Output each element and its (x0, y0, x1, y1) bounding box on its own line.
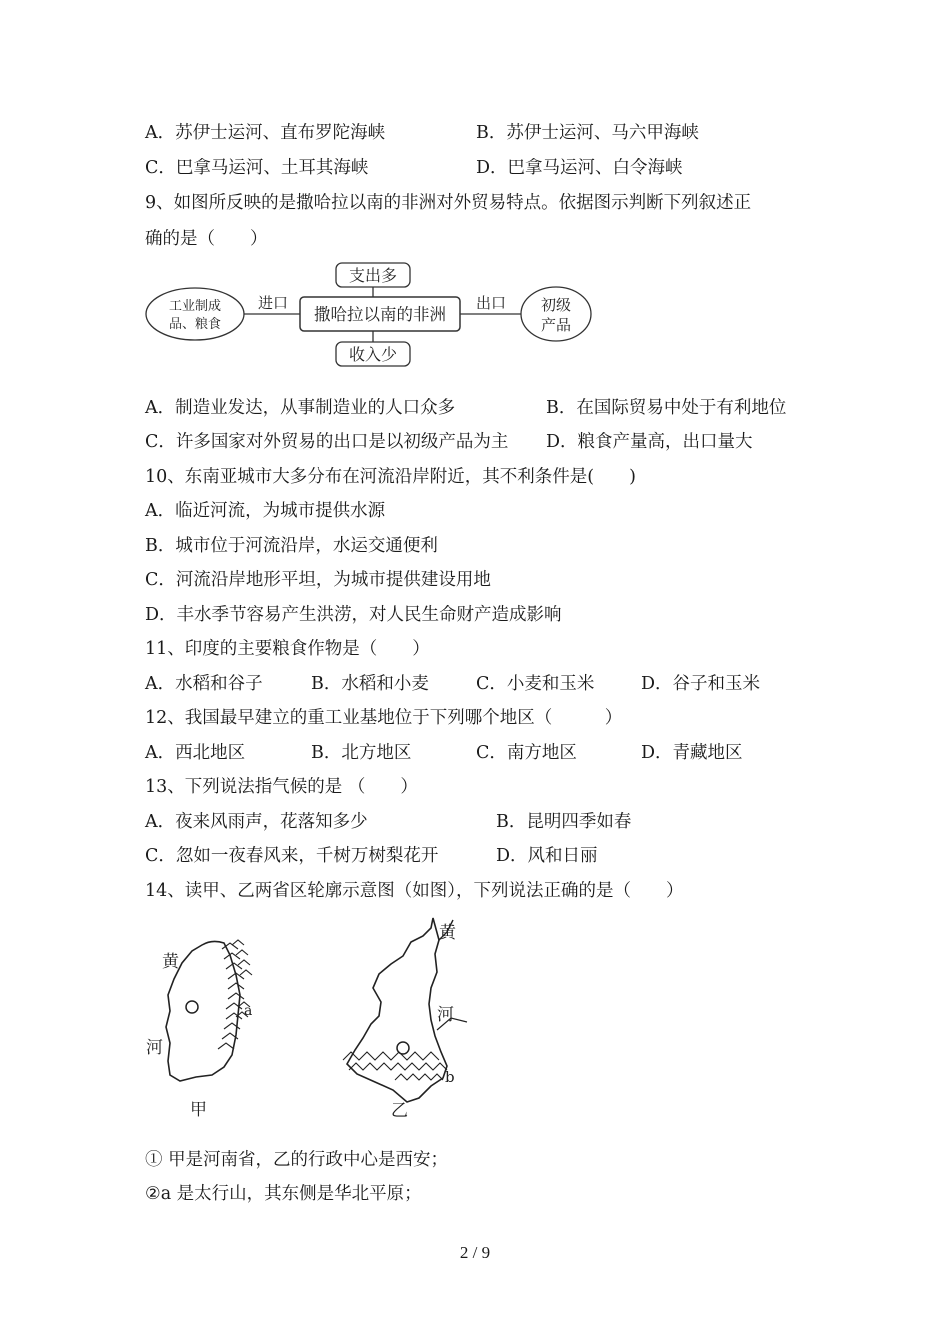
q9-option-c: C．许多国家对外贸易的出口是以初级产品为主 (145, 432, 509, 452)
diagram-left-ellipse (146, 288, 244, 340)
q10-option-d: D．丰水季节容易产生洪涝，对人民生命财产造成影响 (145, 605, 562, 625)
q12-stem: 12、我国最早建立的重工业基地位于下列哪个地区（ ） (145, 708, 623, 728)
q9-stem-line1: 9、如图所反映的是撒哈拉以南的非洲对外贸易特点。依据图示判断下列叙述正 (145, 193, 752, 213)
diagram-bottom-label: 收入少 (348, 345, 398, 364)
q12-option-a: A．西北地区 (145, 743, 246, 763)
map-yi-caption: 乙 (391, 1101, 408, 1121)
q13-option-c: C．忽如一夜春风来，千树万树梨花开 (145, 846, 439, 866)
diagram-center-label: 撒哈拉以南的非洲 (314, 305, 446, 324)
q9-option-d: D．粮食产量高，出口量大 (546, 432, 753, 452)
page-number: 2 / 9 (459, 1243, 491, 1262)
diagram-left-line2: 品、粮食 (168, 317, 222, 332)
map-yi-mountains (343, 1052, 447, 1080)
q8-option-a: A．苏伊士运河、直布罗陀海峡 (145, 123, 386, 143)
q14-stem: 14、读甲、乙两省区轮廓示意图（如图），下列说法正确的是（ ） (145, 881, 684, 901)
q11-option-c: C．小麦和玉米 (476, 674, 595, 694)
map-jia-river-char1: 黄 (162, 952, 179, 972)
map-yi-mountain-label: b (445, 1068, 455, 1086)
diagram-right-line1: 初级 (540, 296, 572, 314)
diagram-left-line1: 工业制成 (168, 299, 222, 314)
q14-statement-1: ① 甲是河南省，乙的行政中心是西安； (145, 1150, 449, 1170)
map-jia-capital (186, 1001, 198, 1013)
map-jia-river-char2: 河 (146, 1038, 163, 1058)
q9-stem-line2: 确的是（ ） (145, 229, 268, 249)
diagram-top-label: 支出多 (348, 266, 398, 285)
map-yi-river-char1: 黄 (439, 923, 456, 943)
q13-option-a: A．夜来风雨声，花落知多少 (145, 812, 368, 832)
map-yi-river-char2: 河 (437, 1005, 454, 1025)
map-jia (140, 915, 270, 1125)
q8-option-c: C．巴拿马运河、土耳其海峡 (145, 158, 369, 178)
q13-option-d: D．风和日丽 (496, 846, 598, 866)
q10-option-c: C．河流沿岸地形平坦，为城市提供建设用地 (145, 570, 491, 590)
q10-stem: 10、东南亚城市大多分布在河流沿岸附近，其不利条件是( ) (145, 467, 636, 487)
trade-diagram (143, 260, 603, 370)
map-jia-caption: 甲 (190, 1100, 207, 1120)
diagram-export-label: 出口 (475, 294, 507, 312)
q13-option-b: B．昆明四季如春 (496, 812, 632, 832)
q8-option-d: D．巴拿马运河、白令海峡 (476, 158, 683, 178)
diagram-import-label: 进口 (257, 294, 289, 312)
q14-statement-2: ②a 是太行山，其东侧是华北平原； (145, 1184, 422, 1204)
q9-option-a: A．制造业发达，从事制造业的人口众多 (145, 398, 456, 418)
q11-option-b: B．水稻和小麦 (311, 674, 429, 694)
q12-option-d: D．青藏地区 (641, 743, 743, 763)
map-jia-mountain-label: a (244, 1003, 253, 1019)
diagram-right-line2: 产品 (540, 316, 572, 334)
q11-option-a: A．水稻和谷子 (145, 674, 263, 694)
q10-option-b: B．城市位于河流沿岸，水运交通便利 (145, 536, 438, 556)
q9-option-b: B．在国际贸易中处于有利地位 (546, 398, 787, 418)
map-jia-mountains (218, 940, 252, 1049)
map-yi-outline (347, 918, 447, 1102)
q8-option-b: B．苏伊士运河、马六甲海峡 (476, 123, 699, 143)
q12-option-b: B．北方地区 (311, 743, 412, 763)
map-yi-capital (397, 1042, 409, 1054)
q13-stem: 13、下列说法指气候的是 （ ） (145, 777, 418, 797)
q12-option-c: C．南方地区 (476, 743, 577, 763)
map-yi (335, 910, 475, 1140)
q10-option-a: A．临近河流，为城市提供水源 (145, 501, 386, 521)
q11-option-d: D．谷子和玉米 (641, 674, 761, 694)
q11-stem: 11、印度的主要粮食作物是（ ） (145, 639, 430, 659)
